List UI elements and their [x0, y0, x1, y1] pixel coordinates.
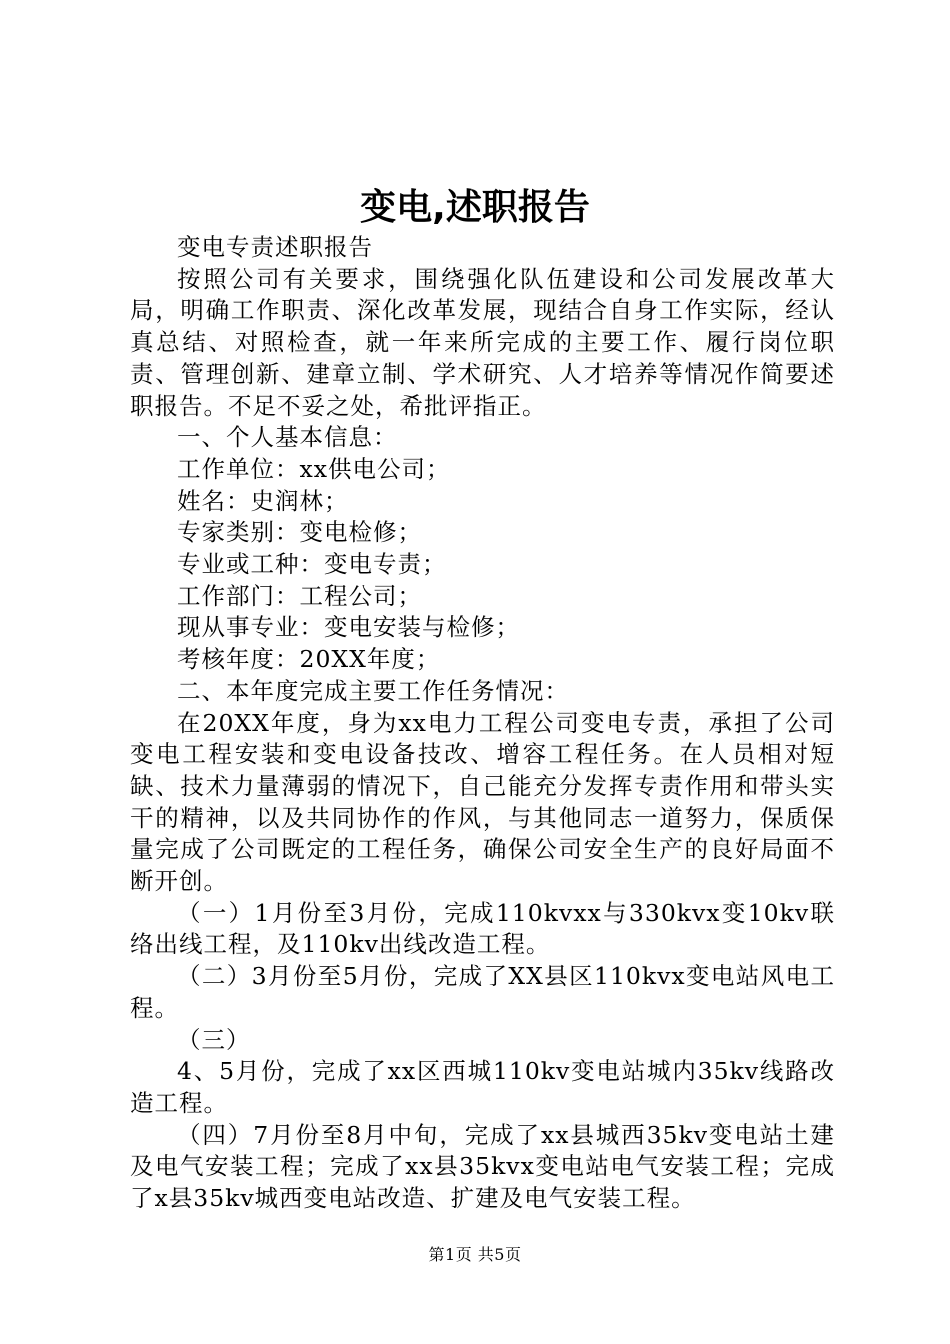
document-body	[130, 232, 835, 1215]
section-heading-basic-info: 一、个人基本信息：	[177, 423, 398, 452]
task-item-3-label: （三）	[177, 1025, 251, 1054]
task-item-2: （二）3月份至5月份，完成了XX县区110kvx变电站风电工程。	[130, 962, 835, 1022]
paragraph-tasks-summary: 在20XX年度，身为xx电力工程公司变电专责，承担了公司变电工程安装和变电设备技改、增容工程任务。在人员相对短缺、技术力量薄弱的情况下，自己能充分发挥专责作用和带头实干的精神，以及共同协作的作风，与其他同志一道努力，保质保量完成了公司既定的工程任务，确保公司安全生产的良好局面不断开创。	[130, 708, 835, 896]
paragraph-intro: 按照公司有关要求，围绕强化队伍建设和公司发展改革大局，明确工作职责、深化改革发展，现结合自身工作实际，经认真总结、对照检查，就一年来所完成的主要工作、履行岗位职责、管理创新、建章立制、学术研究、人才培养等情况作简要述职报告。不足不妥之处，希批评指正。	[130, 264, 835, 420]
info-current-specialty: 现从事专业：变电安装与检修；	[177, 613, 520, 642]
info-expert-category: 专家类别：变电检修；	[177, 518, 422, 547]
info-assessment-year: 考核年度：20XX年度；	[177, 645, 441, 674]
info-profession: 专业或工种：变电专责；	[177, 550, 447, 579]
task-item-4: （四）7月份至8月中旬，完成了xx县城西35kv变电站土建及电气安装工程；完成了xx县35kvx变电站电气安装工程；完成了x县35kv城西变电站改造、扩建及电气安装工程。	[130, 1120, 835, 1213]
info-name: 姓名：史润林；	[177, 486, 349, 515]
task-item-1: （一）1月份至3月份，完成110kvxx与330kvx变10kv联络出线工程，及110kv出线改造工程。	[130, 898, 835, 959]
section-heading-tasks: 二、本年度完成主要工作任务情况：	[177, 676, 569, 705]
info-department: 工作部门：工程公司；	[177, 581, 422, 610]
info-work-unit: 工作单位：xx供电公司；	[177, 454, 451, 483]
page-footer: 第1页 共5页	[428, 1245, 522, 1264]
document-title: 变电,述职报告	[360, 187, 590, 228]
paragraph-subtitle: 变电专责述职报告	[177, 233, 373, 261]
task-item-3: 4、5月份，完成了xx区西城110kv变电站城内35kv线路改造工程。	[130, 1057, 835, 1117]
